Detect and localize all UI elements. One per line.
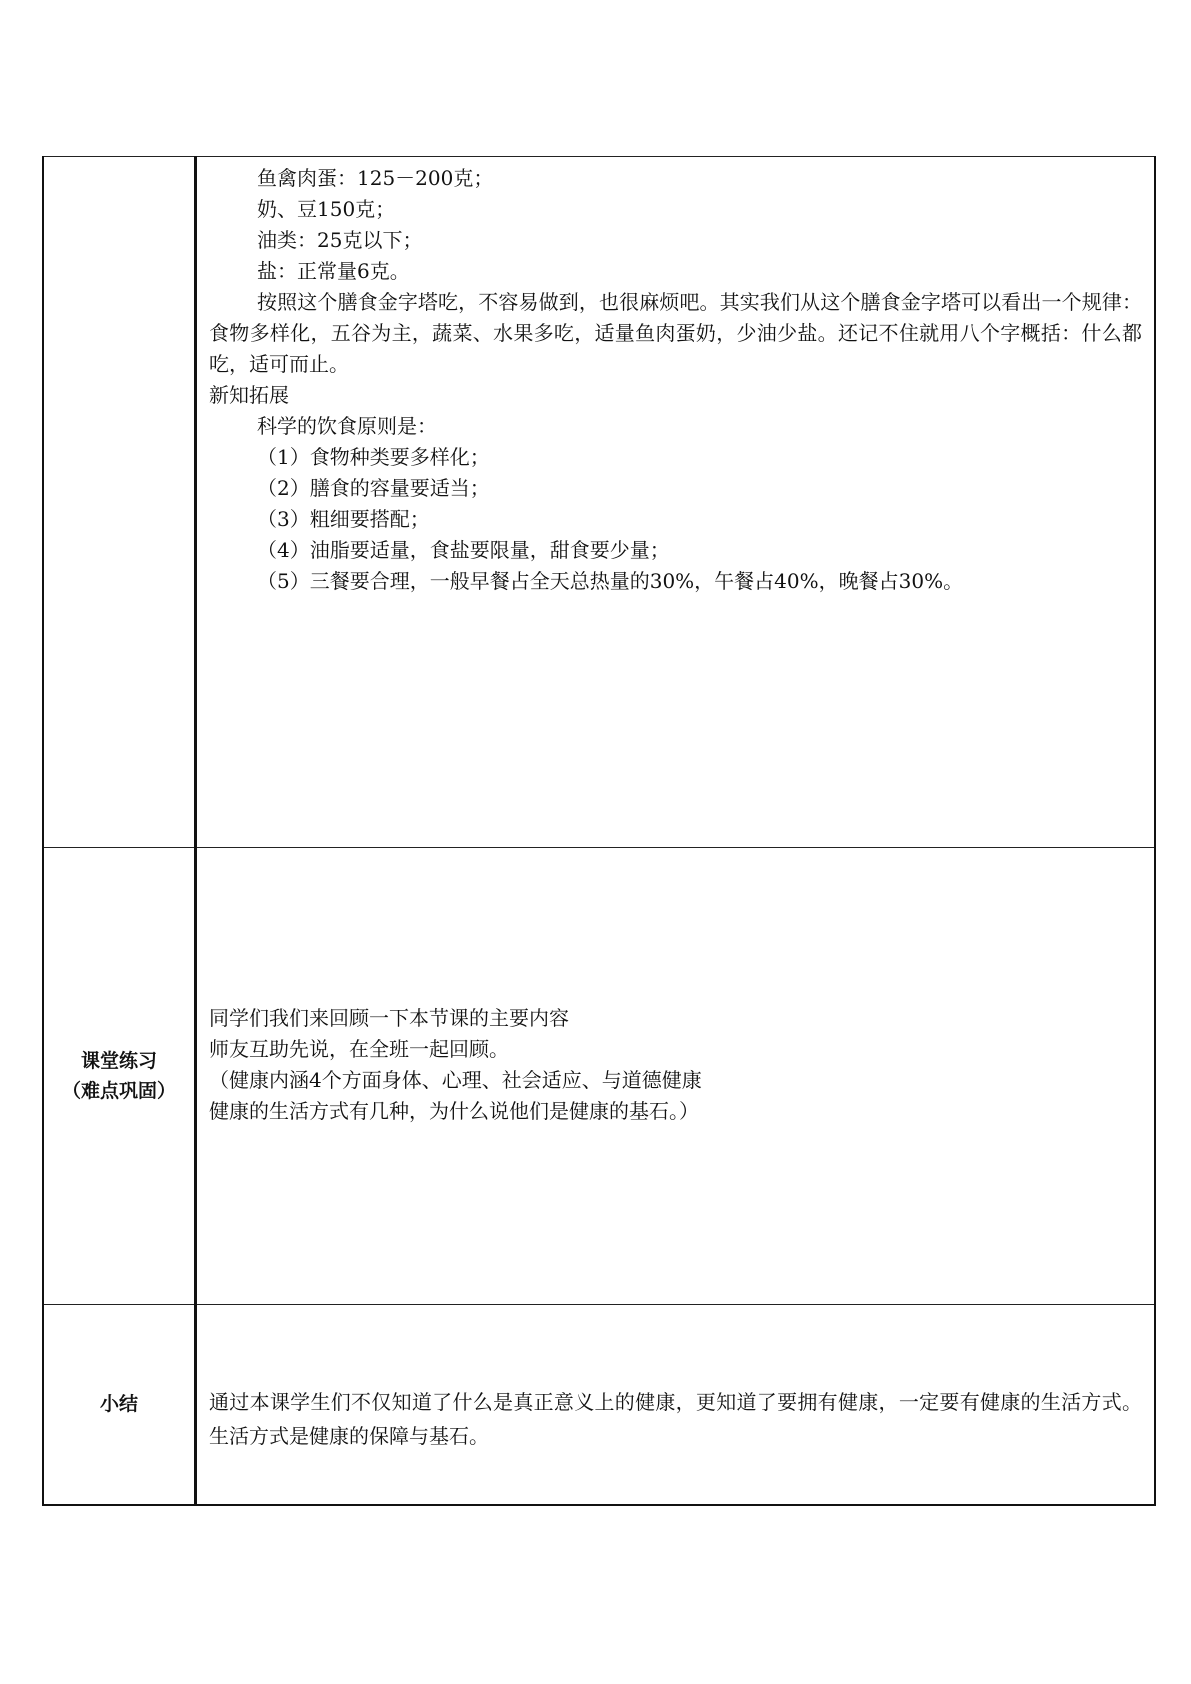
row-sublabel: （难点巩固） — [61, 1080, 176, 1102]
pyramid-paragraph: 按照这个膳食金字塔吃，不容易做到，也很麻烦吧。其实我们从这个膳食金字塔可以看出一个规律：食物多样化，五谷为主，蔬菜、水果多吃，适量鱼肉蛋奶，少油少盐。还记不住就用八个字概括：什么都吃，适可而止。 — [209, 290, 1142, 376]
principle-item: （5）三餐要合理，一般早餐占全天总热量的30%，午餐占40%，晚餐占30%。 — [257, 569, 964, 593]
nutrition-line: 盐：正常量6克。 — [257, 259, 410, 283]
row-label: 小结 — [99, 1393, 138, 1416]
row-label-cell — [43, 1305, 196, 1505]
content-cell — [196, 848, 1156, 1305]
content-cell — [196, 157, 1156, 848]
nutrition-line: 鱼禽肉蛋：125－200克； — [257, 166, 494, 190]
principle-item: （4）油脂要适量，食盐要限量，甜食要少量； — [257, 538, 670, 562]
practice-line: 师友互助先说，在全班一起回顾。 — [209, 1037, 509, 1061]
content-cell — [196, 1305, 1156, 1505]
principle-item: （2）膳食的容量要适当； — [257, 476, 490, 500]
table-row — [43, 1305, 1155, 1505]
principles-intro: 科学的饮食原则是： — [257, 414, 437, 438]
practice-line: 健康的生活方式有几种，为什么说他们是健康的基石。） — [209, 1099, 699, 1123]
table-row — [43, 848, 1155, 1305]
row-label-cell — [43, 848, 196, 1305]
practice-line: （健康内涵4个方面身体、心理、社会适应、与道德健康 — [209, 1068, 702, 1092]
row-label-cell — [43, 157, 196, 848]
lesson-plan-table — [42, 156, 1156, 1506]
nutrition-line: 油类：25克以下； — [257, 228, 423, 252]
table-row — [43, 157, 1155, 848]
principle-item: （1）食物种类要多样化； — [257, 445, 490, 469]
summary-paragraph: 通过本课学生们不仅知道了什么是真正意义上的健康，更知道了要拥有健康，一定要有健康的生活方式。生活方式是健康的保障与基石。 — [209, 1390, 1142, 1448]
principle-item: （3）粗细要搭配； — [257, 507, 430, 531]
nutrition-line: 奶、豆150克； — [257, 197, 396, 221]
row-label: 课堂练习 — [80, 1050, 157, 1072]
practice-line: 同学们我们来回顾一下本节课的主要内容 — [209, 1006, 569, 1030]
section-subheading: 新知拓展 — [209, 383, 289, 407]
